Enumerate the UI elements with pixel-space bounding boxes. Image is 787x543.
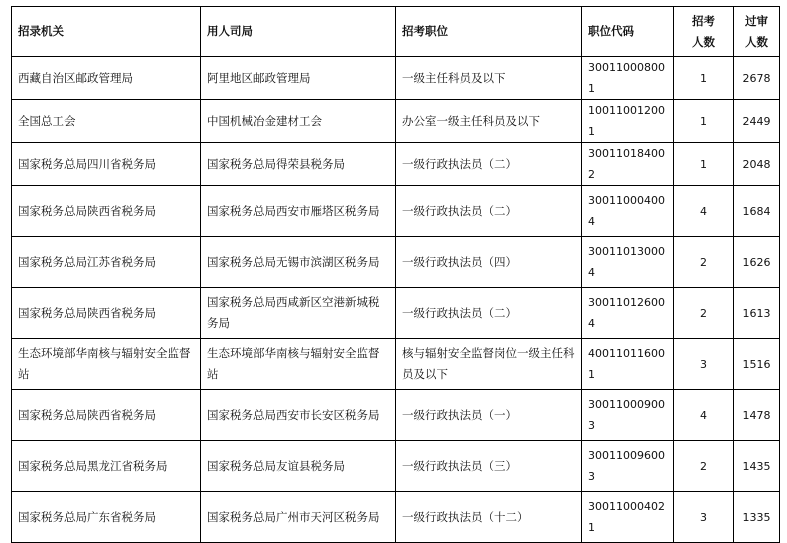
cell-department: 国家税务总局得荣县税务局 [201,143,396,186]
cell-passed: 1516 [734,339,780,390]
cell-code: 300110004004 [582,186,674,237]
cell-position: 一级行政执法员（二） [396,186,582,237]
header-department: 用人司局 [201,7,396,57]
header-passed-line2: 人数 [745,34,768,49]
cell-code: 300110130004 [582,237,674,288]
cell-passed: 2678 [734,57,780,100]
cell-count: 2 [674,441,734,492]
cell-agency: 国家税务总局四川省税务局 [12,143,201,186]
cell-department: 阿里地区邮政管理局 [201,57,396,100]
cell-position: 一级行政执法员（三） [396,441,582,492]
header-count-line1: 招考 [692,13,715,28]
cell-passed: 2048 [734,143,780,186]
cell-count: 1 [674,57,734,100]
header-agency: 招录机关 [12,7,201,57]
cell-code: 100110012001 [582,100,674,143]
cell-position: 一级行政执法员（二） [396,143,582,186]
table-row [12,390,780,441]
table-row [12,237,780,288]
cell-count: 4 [674,186,734,237]
cell-code: 400110116001 [582,339,674,390]
cell-position: 一级行政执法员（四） [396,237,582,288]
cell-count: 3 [674,339,734,390]
cell-department: 国家税务总局无锡市滨湖区税务局 [201,237,396,288]
table-row [12,100,780,143]
cell-position: 办公室一级主任科员及以下 [396,100,582,143]
cell-position: 一级主任科员及以下 [396,57,582,100]
table-row [12,492,780,543]
cell-code: 300110009003 [582,390,674,441]
cell-passed: 1335 [734,492,780,543]
cell-agency: 国家税务总局陕西省税务局 [12,390,201,441]
cell-agency: 国家税务总局江苏省税务局 [12,237,201,288]
cell-count: 2 [674,288,734,339]
header-passed [734,7,780,57]
cell-count: 4 [674,390,734,441]
cell-department: 国家税务总局西安市雁塔区税务局 [201,186,396,237]
header-code: 职位代码 [582,7,674,57]
cell-agency: 国家税务总局广东省税务局 [12,492,201,543]
table-header-row [12,7,780,57]
cell-agency: 生态环境部华南核与辐射安全监督站 [12,339,201,390]
cell-position: 一级行政执法员（十二） [396,492,582,543]
cell-agency: 国家税务总局黑龙江省税务局 [12,441,201,492]
table-row [12,339,780,390]
cell-code: 300110096003 [582,441,674,492]
cell-passed: 1626 [734,237,780,288]
cell-code: 300110126004 [582,288,674,339]
table-row [12,186,780,237]
cell-count: 1 [674,143,734,186]
cell-position: 核与辐射安全监督岗位一级主任科员及以下 [396,339,582,390]
header-count-line2: 人数 [692,34,715,49]
cell-passed: 1478 [734,390,780,441]
table-row [12,57,780,100]
header-count [674,7,734,57]
cell-code: 300110184002 [582,143,674,186]
cell-department: 生态环境部华南核与辐射安全监督站 [201,339,396,390]
cell-agency: 全国总工会 [12,100,201,143]
positions-table [11,6,780,543]
cell-department: 中国机械冶金建材工会 [201,100,396,143]
cell-passed: 1684 [734,186,780,237]
cell-position: 一级行政执法员（一） [396,390,582,441]
table-row [12,288,780,339]
cell-code: 300110004021 [582,492,674,543]
cell-agency: 国家税务总局陕西省税务局 [12,186,201,237]
cell-agency: 国家税务总局陕西省税务局 [12,288,201,339]
cell-passed: 1435 [734,441,780,492]
header-position: 招考职位 [396,7,582,57]
cell-passed: 1613 [734,288,780,339]
cell-department: 国家税务总局西咸新区空港新城税务局 [201,288,396,339]
table-row [12,143,780,186]
header-passed-line1: 过审 [745,13,768,28]
cell-count: 1 [674,100,734,143]
cell-department: 国家税务总局西安市长安区税务局 [201,390,396,441]
cell-passed: 2449 [734,100,780,143]
cell-department: 国家税务总局友谊县税务局 [201,441,396,492]
cell-count: 3 [674,492,734,543]
cell-agency: 西藏自治区邮政管理局 [12,57,201,100]
cell-position: 一级行政执法员（二） [396,288,582,339]
cell-count: 2 [674,237,734,288]
table-row [12,441,780,492]
cell-code: 300110008001 [582,57,674,100]
cell-department: 国家税务总局广州市天河区税务局 [201,492,396,543]
